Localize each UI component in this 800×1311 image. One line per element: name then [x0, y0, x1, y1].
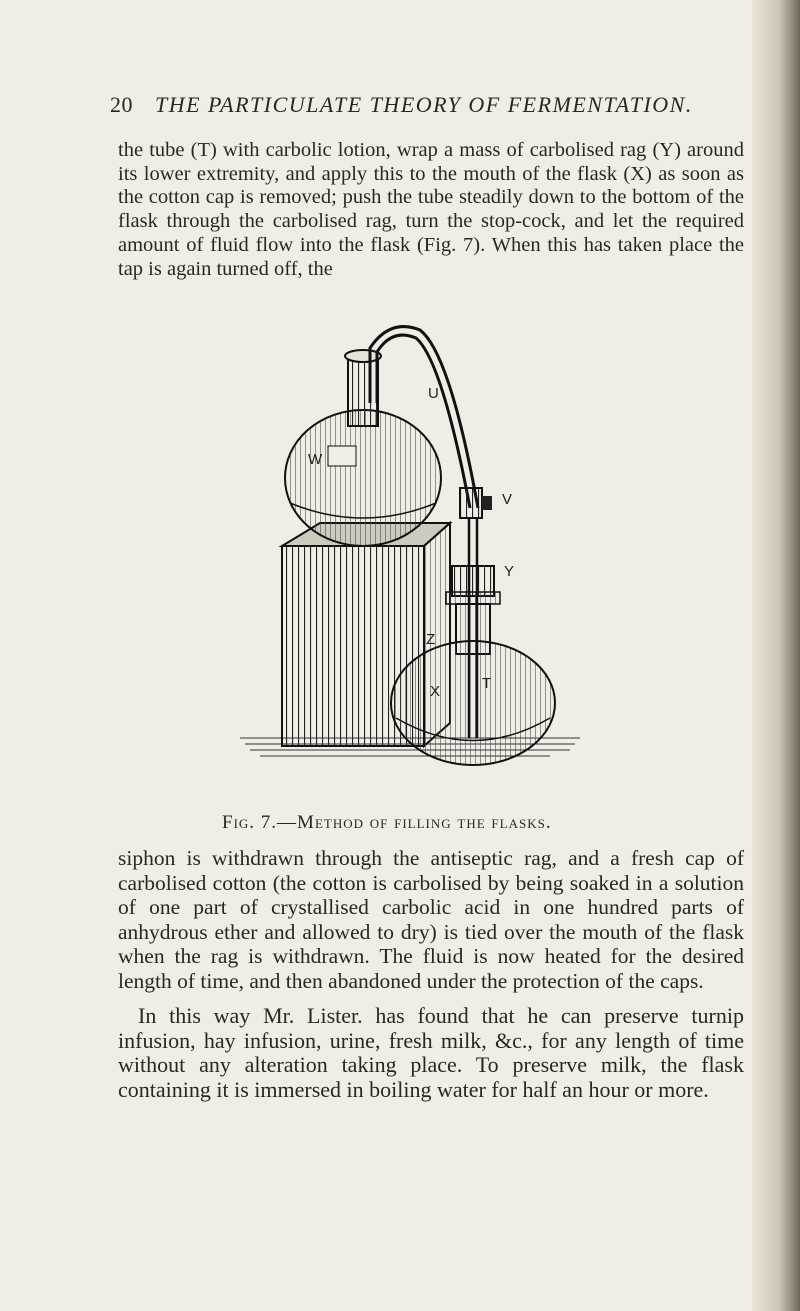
running-title: THE PARTICULATE THEORY OF FERMENTATION. — [155, 92, 693, 117]
paragraph-3: In this way Mr. Lister. has found that he can preserve turnip infusion, hay infusion, urine, fresh milk, &c., for any length of time without any alteration taking place. To preserve milk, the flask containing it is immersed in boiling water for half an hour or more. — [118, 1003, 744, 1103]
page-edge-shadow — [752, 0, 800, 1311]
caption-text: —Method of filling the flasks. — [277, 812, 552, 833]
page-number: 20 — [110, 92, 133, 117]
paragraph-1: the tube (T) with carbolic lotion, wrap a mass of carbolised rag (Y) around its lower extremity, and apply this to the mouth of the flask (X) as soon as the cotton cap is removed; push the tube steadily down to the bottom of the flask through the carbolised rag, turn the stop-cock, and let the required amount of fluid flow into the flask (Fig. 7). When this has taken place the tap is again turned off, the — [118, 139, 744, 280]
label-w: W — [308, 451, 323, 468]
label-t: T — [482, 675, 492, 692]
label-v: V — [502, 491, 513, 508]
upper-flask-w — [285, 350, 441, 546]
figure-7-illustration — [220, 308, 640, 808]
label-y: Y — [504, 563, 515, 580]
figure-caption — [222, 812, 662, 834]
label-z: Z — [426, 631, 436, 648]
stopcock-v — [460, 488, 492, 518]
running-header — [110, 92, 730, 118]
paragraph-2: siphon is withdrawn through the antiseptic rag, and a fresh cap of carbolised cotton (the cotton is carbolised by being soaked in a solution of one part of crystallised carbolic acid in one hundred parts of anhydrous ether and allowed to dry) is tied over the mouth of the flask when the rag is withdrawn. The fluid is now heated for the desired length of time, and then abandoned under the protection of the caps. — [118, 846, 744, 993]
label-x: X — [430, 683, 441, 700]
carbolised-rag-y — [446, 566, 500, 604]
caption-fig-number: Fig. 7. — [222, 812, 278, 833]
label-u: U — [428, 385, 439, 402]
